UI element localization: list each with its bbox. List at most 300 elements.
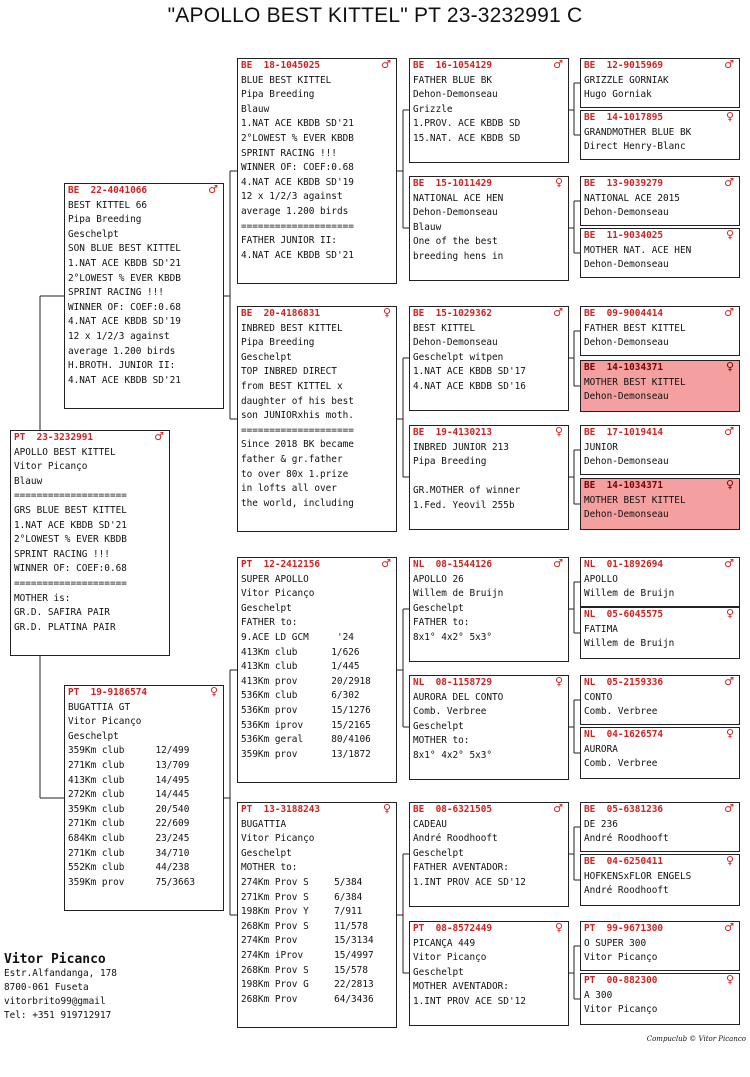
pigeon-info-line: average 1.200 birds: [68, 345, 176, 357]
pigeon-info-line: SON BLUE BEST KITTEL: [68, 243, 181, 255]
female-symbol-icon: ♀: [725, 607, 734, 620]
pigeon-info-line: FATHER JUNIOR II:: [241, 235, 337, 247]
pigeon-info-line: MOTHER AVENTADOR:: [413, 981, 509, 993]
owner-postal: 8700-061 Fuseta: [4, 982, 89, 993]
race-results: [68, 744, 220, 890]
pigeon-info-line: the world, including: [241, 497, 354, 509]
owner-email: vitorbrito99@gmail: [4, 996, 106, 1007]
female-symbol-icon: ♀: [725, 727, 734, 740]
pigeon-info-line: 2°LOWEST % EVER KBDB: [68, 272, 181, 284]
race-place: 20/2918: [331, 675, 371, 687]
pigeon-info-line: Dehon-Demonseau: [584, 207, 669, 219]
ring-number: [584, 177, 736, 192]
female-symbol-icon: ♀: [725, 973, 734, 986]
ring-label: BE 15-1011429: [413, 178, 493, 189]
pigeon-info-line: CONTO: [584, 691, 613, 703]
race-place: 1/626: [331, 646, 360, 658]
great-great-grandparent-card: [580, 607, 740, 659]
race-place: 22/609: [155, 818, 190, 830]
software-credit: Compuclub © Vitor Picanco: [646, 1035, 746, 1043]
great-grandparent-card: [409, 557, 569, 662]
ring-label: BE 22-4041066: [68, 185, 148, 196]
female-symbol-icon: ♀: [209, 685, 218, 698]
ring-label: BE 14-1034371: [584, 480, 664, 491]
pigeon-info-line: [413, 470, 565, 485]
owner-contact: [4, 952, 117, 1023]
pigeon-info-line: Geschelpt: [241, 602, 292, 614]
great-great-grandparent-card: [580, 557, 740, 607]
pigeon-info-line: breeding hens in: [413, 250, 504, 262]
pigeon-info-line: Dehon-Demonseau: [413, 337, 498, 349]
great-grandparent-card: [409, 675, 569, 780]
paternal-grandmother-card: [237, 306, 397, 532]
great-great-grandparent-card: [580, 425, 740, 475]
pigeon-info-line: MOTHER BEST KITTEL: [584, 376, 686, 388]
pigeon-info-line: AURORA: [584, 743, 618, 755]
ring-number: [584, 111, 736, 126]
ring-label: PT 08-8572449: [413, 923, 493, 934]
great-great-grandparent-card: [580, 360, 740, 412]
pigeon-info-line: APOLLO BEST KITTEL: [14, 446, 116, 458]
female-symbol-icon: ♀: [382, 306, 391, 319]
pigeon-info-line: Geschelpt: [413, 966, 464, 978]
race-distance: 413Km club: [68, 774, 125, 786]
female-symbol-icon: ♀: [725, 360, 734, 373]
pigeon-info-line: 4.NAT ACE KBDB SD'19: [241, 176, 354, 188]
male-symbol-icon: ♂: [724, 557, 734, 570]
race-distance: 271Km club: [68, 759, 125, 771]
race-place: 1/445: [331, 661, 360, 673]
pigeon-info-line: MOTHER NAT. ACE HEN: [584, 244, 692, 256]
race-distance: 268Km Prov: [241, 993, 298, 1005]
great-grandparent-card: [409, 425, 569, 530]
ring-label: PT 12-2412156: [241, 559, 321, 570]
pigeon-info-line: Pipa Breeding: [241, 337, 315, 349]
ring-number: [413, 59, 565, 74]
pigeon-info-line: SPRINT RACING !!!: [241, 147, 337, 159]
pigeon-info-line: MOTHER to:: [413, 735, 470, 747]
pigeon-info-line: FATHER to:: [413, 617, 470, 629]
pigeon-info-line: 1.INT PROV ACE SD'12: [413, 995, 526, 1007]
ring-label: BE 14-1017895: [584, 112, 664, 123]
race-distance: 413Km club: [241, 646, 298, 658]
female-symbol-icon: ♀: [554, 675, 563, 688]
ring-number: [413, 676, 565, 691]
race-results: [241, 646, 393, 763]
pigeon-info-line: Dehon-Demonseau: [413, 207, 498, 219]
pigeon-info-line: Pipa Breeding: [68, 214, 142, 226]
male-symbol-icon: ♂: [381, 58, 391, 71]
pigeon-info-line: SPRINT RACING !!!: [14, 548, 110, 560]
race-place: 15/1276: [331, 704, 371, 716]
ring-label: PT 99-9671300: [584, 923, 664, 934]
ring-label: NL 05-2159336: [584, 677, 664, 688]
race-place: 23/245: [155, 832, 190, 844]
ring-number: [584, 307, 736, 322]
male-symbol-icon: ♂: [724, 306, 734, 319]
owner-name: Vitor Picanco: [4, 952, 106, 967]
race-place: 80/4106: [331, 734, 371, 746]
female-symbol-icon: ♀: [725, 478, 734, 491]
pigeon-info-line: O SUPER 300: [584, 937, 647, 949]
mother-card: [64, 685, 224, 911]
pigeon-info-line: Blauw: [241, 103, 270, 115]
pigeon-info-line: BUGATTIA GT: [68, 701, 131, 713]
ring-number: [413, 922, 565, 937]
male-symbol-icon: ♂: [553, 557, 563, 570]
ring-label: BE 12-9015969: [584, 60, 664, 71]
pigeon-info-line: Vitor Picanço: [241, 588, 315, 600]
ring-label: BE 17-1019414: [584, 427, 664, 438]
pigeon-info-line: GR.MOTHER of winner: [413, 485, 521, 497]
ring-number: [584, 479, 736, 494]
pigeon-info-line: 15.NAT. ACE KBDB SD: [413, 132, 521, 144]
ring-label: NL 04-1626574: [584, 729, 664, 740]
race-place: 14/495: [155, 774, 190, 786]
ring-label: NL 08-1544126: [413, 559, 493, 570]
race-place: 34/710: [155, 847, 190, 859]
pigeon-info-line: SUPER APOLLO: [241, 573, 309, 585]
pigeon-info-line: Dehon-Demonseau: [413, 89, 498, 101]
great-grandparent-card: [409, 802, 569, 907]
race-place: 13/709: [155, 759, 190, 771]
ring-number: [584, 803, 736, 818]
pigeon-info-line: ====================: [241, 220, 354, 232]
great-great-grandparent-card: [580, 675, 740, 725]
pigeon-info-line: father & gr.father: [241, 453, 343, 465]
ring-number: [241, 59, 393, 74]
ring-label: PT 19-9186574: [68, 687, 148, 698]
ring-label: BE 11-9034025: [584, 230, 664, 241]
pigeon-info-line: 1.NAT ACE KBDB SD'21: [241, 118, 354, 130]
male-symbol-icon: ♂: [724, 675, 734, 688]
race-place: 44/238: [155, 862, 190, 874]
ring-number: [584, 608, 736, 623]
pigeon-info-line: Vitor Picanço: [241, 833, 315, 845]
pigeon-info-line: WINNER OF: COEF:0.68: [14, 563, 127, 575]
pigeon-info-line: 9.ACE LD GCM '24: [241, 631, 354, 643]
race-place: 6/384: [334, 891, 363, 903]
great-grandparent-card: [409, 58, 569, 163]
pigeon-info-line: ====================: [241, 424, 354, 436]
maternal-grandmother-card: [237, 802, 397, 1028]
great-great-grandparent-card: [580, 973, 740, 1025]
race-place: 5/384: [334, 876, 363, 888]
pigeon-info-line: DE 236: [584, 818, 618, 830]
female-symbol-icon: ♀: [725, 854, 734, 867]
pigeon-info-line: Geschelpt: [413, 602, 464, 614]
race-place: 13/1872: [331, 748, 371, 760]
pigeon-info-line: 4.NAT ACE KBDB SD'21: [241, 249, 354, 261]
race-distance: 271Km Prov S: [241, 891, 309, 903]
ring-number: [68, 686, 220, 701]
pigeon-info-line: Pipa Breeding: [413, 456, 487, 468]
female-symbol-icon: ♀: [554, 176, 563, 189]
pigeon-info-line: APOLLO: [584, 573, 618, 585]
pigeon-info-line: TOP INBRED DIRECT: [241, 366, 337, 378]
pigeon-info-line: MOTHER to:: [241, 862, 298, 874]
pigeon-info-line: BLUE BEST KITTEL: [241, 74, 332, 86]
ring-number: [413, 426, 565, 441]
pigeon-info-line: 2°LOWEST % EVER KBDB: [14, 534, 127, 546]
race-distance: 274Km Prov: [241, 935, 298, 947]
pigeon-info-line: daughter of his best: [241, 395, 354, 407]
pigeon-info-line: ====================: [14, 577, 127, 589]
great-grandparent-card: [409, 176, 569, 281]
race-place: 15/2165: [331, 719, 371, 731]
pigeon-info-line: 1.PROV. ACE KBDB SD: [413, 118, 521, 130]
race-distance: 271Km club: [68, 847, 125, 859]
pigeon-info-line: 8x1° 4x2° 5x3°: [413, 749, 493, 761]
pigeon-info-line: Willem de Bruijn: [584, 638, 675, 650]
ring-label: BE 15-1029362: [413, 308, 493, 319]
pigeon-info-line: André Roodhooft: [584, 885, 669, 897]
ring-number: [584, 728, 736, 743]
ring-label: BE 04-6250411: [584, 856, 664, 867]
ring-number: [584, 676, 736, 691]
pigeon-info-line: to over 80x 1.prize: [241, 468, 349, 480]
pigeon-info-line: 4.NAT ACE KBDB SD'19: [68, 316, 181, 328]
pigeon-info-line: Grizzle: [413, 103, 453, 115]
pigeon-info-line: Geschelpt: [68, 730, 119, 742]
race-distance: 536Km iprov: [241, 719, 304, 731]
pigeon-info-line: 1.Fed. Yeovil 255b: [413, 499, 515, 511]
pigeon-info-line: JUNIOR: [584, 441, 618, 453]
pigeon-info-line: 1.NAT ACE KBDB SD'17: [413, 366, 526, 378]
paternal-grandfather-card: [237, 58, 397, 284]
pigeon-info-line: FATHER to:: [241, 617, 298, 629]
ring-number: [241, 307, 393, 322]
pigeon-info-line: Pipa Breeding: [241, 89, 315, 101]
pigeon-info-line: Geschelpt: [241, 351, 292, 363]
great-great-grandparent-card: [580, 802, 740, 852]
ring-number: [413, 558, 565, 573]
pigeon-info-line: Vitor Picanço: [413, 952, 487, 964]
female-symbol-icon: ♀: [725, 228, 734, 241]
race-place: 15/578: [334, 964, 368, 976]
pigeon-info-line: from BEST KITTEL x: [241, 380, 343, 392]
race-distance: 359Km prov: [68, 876, 125, 888]
race-place: 12/499: [155, 745, 190, 757]
great-grandparent-card: [409, 306, 569, 411]
pigeon-info-line: BEST KITTEL 66: [68, 199, 148, 211]
ring-label: NL 05-6045575: [584, 609, 664, 620]
race-distance: 274Km iProv: [241, 949, 304, 961]
pigeon-info-line: GRIZZLE GORNIAK: [584, 74, 669, 86]
race-place: 6/302: [331, 690, 360, 702]
pigeon-info-line: GRANDMOTHER BLUE BK: [584, 126, 692, 138]
ring-number: [584, 361, 736, 376]
pigeon-info-line: One of the best: [413, 236, 498, 248]
pigeon-info-line: 4.NAT ACE KBDB SD'16: [413, 380, 526, 392]
pigeon-info-line: FATHER BLUE BK: [413, 74, 493, 86]
pigeon-info-line: 12 x 1/2/3 against: [68, 330, 170, 342]
pigeon-info-line: 8x1° 4x2° 5x3°: [413, 631, 493, 643]
race-distance: 198Km Prov G: [241, 979, 309, 991]
pigeon-info-line: Comb. Verbree: [584, 758, 658, 770]
ring-label: BE 14-1034371: [584, 362, 664, 373]
race-distance: 359Km club: [68, 745, 125, 757]
maternal-grandfather-card: [237, 557, 397, 783]
ring-label: BE 08-6321505: [413, 804, 493, 815]
pigeon-info-line: average 1.200 birds: [241, 205, 349, 217]
pigeon-info-line: 12 x 1/2/3 against: [241, 191, 343, 203]
pigeon-info-line: Geschelpt: [68, 228, 119, 240]
ring-label: PT 23-3232991: [14, 432, 94, 443]
pigeon-info-line: MOTHER BEST KITTEL: [584, 494, 686, 506]
pigeon-info-line: 1.INT PROV ACE SD'12: [413, 876, 526, 888]
pigeon-info-line: Dehon-Demonseau: [584, 509, 669, 521]
pigeon-info-line: FATHER AVENTADOR:: [413, 862, 509, 874]
ring-number: [584, 974, 736, 989]
pigeon-info-line: Vitor Picanço: [14, 461, 88, 473]
male-symbol-icon: ♂: [724, 58, 734, 71]
pigeon-info-line: BEST KITTEL: [413, 322, 476, 334]
ring-label: BE 09-9004414: [584, 308, 664, 319]
pigeon-info-line: FATIMA: [584, 623, 618, 635]
ring-label: NL 08-1158729: [413, 677, 493, 688]
pigeon-info-line: Geschelpt: [413, 720, 464, 732]
pigeon-info-line: FATHER BEST KITTEL: [584, 322, 686, 334]
pigeon-info-line: Willem de Bruijn: [584, 588, 675, 600]
ring-number: [584, 855, 736, 870]
ring-label: BE 13-9039279: [584, 178, 664, 189]
pigeon-info-line: Geschelpt: [413, 847, 464, 859]
pigeon-info-line: APOLLO 26: [413, 573, 464, 585]
page-title: "APOLLO BEST KITTEL" PT 23-3232991 C: [167, 4, 583, 27]
female-symbol-icon: ♀: [554, 425, 563, 438]
pigeon-info-line: A 300: [584, 989, 613, 1001]
ring-number: [584, 59, 736, 74]
race-distance: 359Km prov: [241, 748, 298, 760]
pigeon-info-line: Willem de Bruijn: [413, 588, 504, 600]
pigeon-info-line: Since 2018 BK became: [241, 439, 354, 451]
pigeon-info-line: CADEAU: [413, 818, 447, 830]
pigeon-info-line: 1.NAT ACE KBDB SD'21: [14, 519, 127, 531]
ring-label: BE 18-1045025: [241, 60, 321, 71]
ring-number: [413, 307, 565, 322]
pigeon-info-line: BUGATTIA: [241, 818, 287, 830]
male-symbol-icon: ♂: [553, 58, 563, 71]
female-symbol-icon: ♀: [554, 921, 563, 934]
ring-label: BE 19-4130213: [413, 427, 493, 438]
pigeon-info-line: Comb. Verbree: [413, 706, 487, 718]
race-distance: 536Km geral: [241, 734, 304, 746]
ring-number: [413, 803, 565, 818]
pigeon-info-line: H.BROTH. JUNIOR II:: [68, 360, 176, 372]
race-place: 15/3134: [334, 935, 374, 947]
race-distance: 271Km club: [68, 818, 125, 830]
ring-number: [584, 558, 736, 573]
pigeon-info-line: GR.D. PLATINA PAIR: [14, 621, 116, 633]
great-great-grandparent-card: [580, 478, 740, 530]
ring-number: [584, 922, 736, 937]
race-place: 14/445: [155, 789, 190, 801]
race-place: 15/4997: [334, 949, 374, 961]
male-symbol-icon: ♂: [208, 183, 218, 196]
race-distance: 198Km Prov Y: [241, 906, 309, 918]
race-place: 20/540: [155, 803, 190, 815]
ring-number: [14, 431, 166, 446]
ring-label: BE 05-6381236: [584, 804, 664, 815]
race-distance: 413Km prov: [241, 675, 298, 687]
male-symbol-icon: ♂: [553, 802, 563, 815]
male-symbol-icon: ♂: [724, 176, 734, 189]
ring-label: PT 13-3188243: [241, 804, 321, 815]
pigeon-info-line: Geschelpt: [241, 847, 292, 859]
great-great-grandparent-card: [580, 921, 740, 971]
pigeon-info-line: Comb. Verbree: [584, 706, 658, 718]
pigeon-info-line: Direct Henry-Blanc: [584, 141, 686, 153]
great-great-grandparent-card: [580, 228, 740, 278]
subject-pigeon-card: [10, 430, 170, 656]
pigeon-info-line: André Roodhooft: [584, 833, 669, 845]
great-great-grandparent-card: [580, 306, 740, 356]
ring-label: BE 16-1054129: [413, 60, 493, 71]
pigeon-info-line: Dehon-Demonseau: [584, 391, 669, 403]
race-place: 11/578: [334, 920, 368, 932]
male-symbol-icon: ♂: [553, 306, 563, 319]
pigeon-info-line: INBRED BEST KITTEL: [241, 322, 343, 334]
pigeon-info-line: 1.NAT ACE KBDB SD'21: [68, 257, 181, 269]
male-symbol-icon: ♂: [724, 802, 734, 815]
race-place: 7/911: [334, 906, 363, 918]
pigeon-info-line: PICANÇA 449: [413, 937, 476, 949]
ring-label: PT 00-882300: [584, 975, 658, 986]
pigeon-info-line: ====================: [14, 490, 127, 502]
pigeon-info-line: Dehon-Demonseau: [584, 456, 669, 468]
ring-number: [241, 803, 393, 818]
pigeon-info-line: Geschelpt witpen: [413, 351, 504, 363]
pigeon-info-line: AURORA DEL CONTO: [413, 691, 504, 703]
pigeon-info-line: GR.D. SAFIRA PAIR: [14, 607, 110, 619]
pigeon-info-line: Hugo Gorniak: [584, 89, 652, 101]
race-distance: 274Km Prov S: [241, 876, 309, 888]
ring-number: [241, 558, 393, 573]
pigeon-info-line: 2°LOWEST % EVER KBDB: [241, 132, 354, 144]
male-symbol-icon: ♂: [724, 425, 734, 438]
race-place: 22/2813: [334, 979, 374, 991]
race-distance: 413Km club: [241, 661, 298, 673]
race-distance: 268Km Prov S: [241, 920, 309, 932]
owner-address: Estr.Alfandanga, 178: [4, 968, 117, 979]
race-place: 75/3663: [155, 876, 195, 888]
pigeon-info-line: WINNER OF: COEF:0.68: [241, 162, 354, 174]
pigeon-info-line: Dehon-Demonseau: [584, 259, 669, 271]
race-distance: 684Km club: [68, 832, 125, 844]
pigeon-info-line: HOFKENSxFLOR ENGELS: [584, 870, 692, 882]
great-great-grandparent-card: [580, 727, 740, 779]
pigeon-info-line: Vitor Picanço: [584, 1004, 658, 1016]
pigeon-info-line: Dehon-Demonseau: [584, 337, 669, 349]
pigeon-info-line: in lofts all over: [241, 483, 337, 495]
pigeon-info-line: André Roodhooft: [413, 833, 498, 845]
race-distance: 268Km Prov S: [241, 964, 309, 976]
male-symbol-icon: ♂: [154, 430, 164, 443]
great-great-grandparent-card: [580, 176, 740, 226]
female-symbol-icon: ♀: [382, 802, 391, 815]
female-symbol-icon: ♀: [725, 110, 734, 123]
pigeon-info-line: Vitor Picanço: [584, 952, 658, 964]
pigeon-info-line: GRS BLUE BEST KITTEL: [14, 504, 127, 516]
pigeon-info-line: NATIONAL ACE HEN: [413, 192, 504, 204]
pigeon-info-line: SPRINT RACING !!!: [68, 287, 164, 299]
ring-number: [584, 426, 736, 441]
male-symbol-icon: ♂: [381, 557, 391, 570]
race-distance: 536Km prov: [241, 704, 298, 716]
pigeon-info-line: Blauw: [14, 475, 43, 487]
pigeon-info-line: 4.NAT ACE KBDB SD'21: [68, 374, 181, 386]
